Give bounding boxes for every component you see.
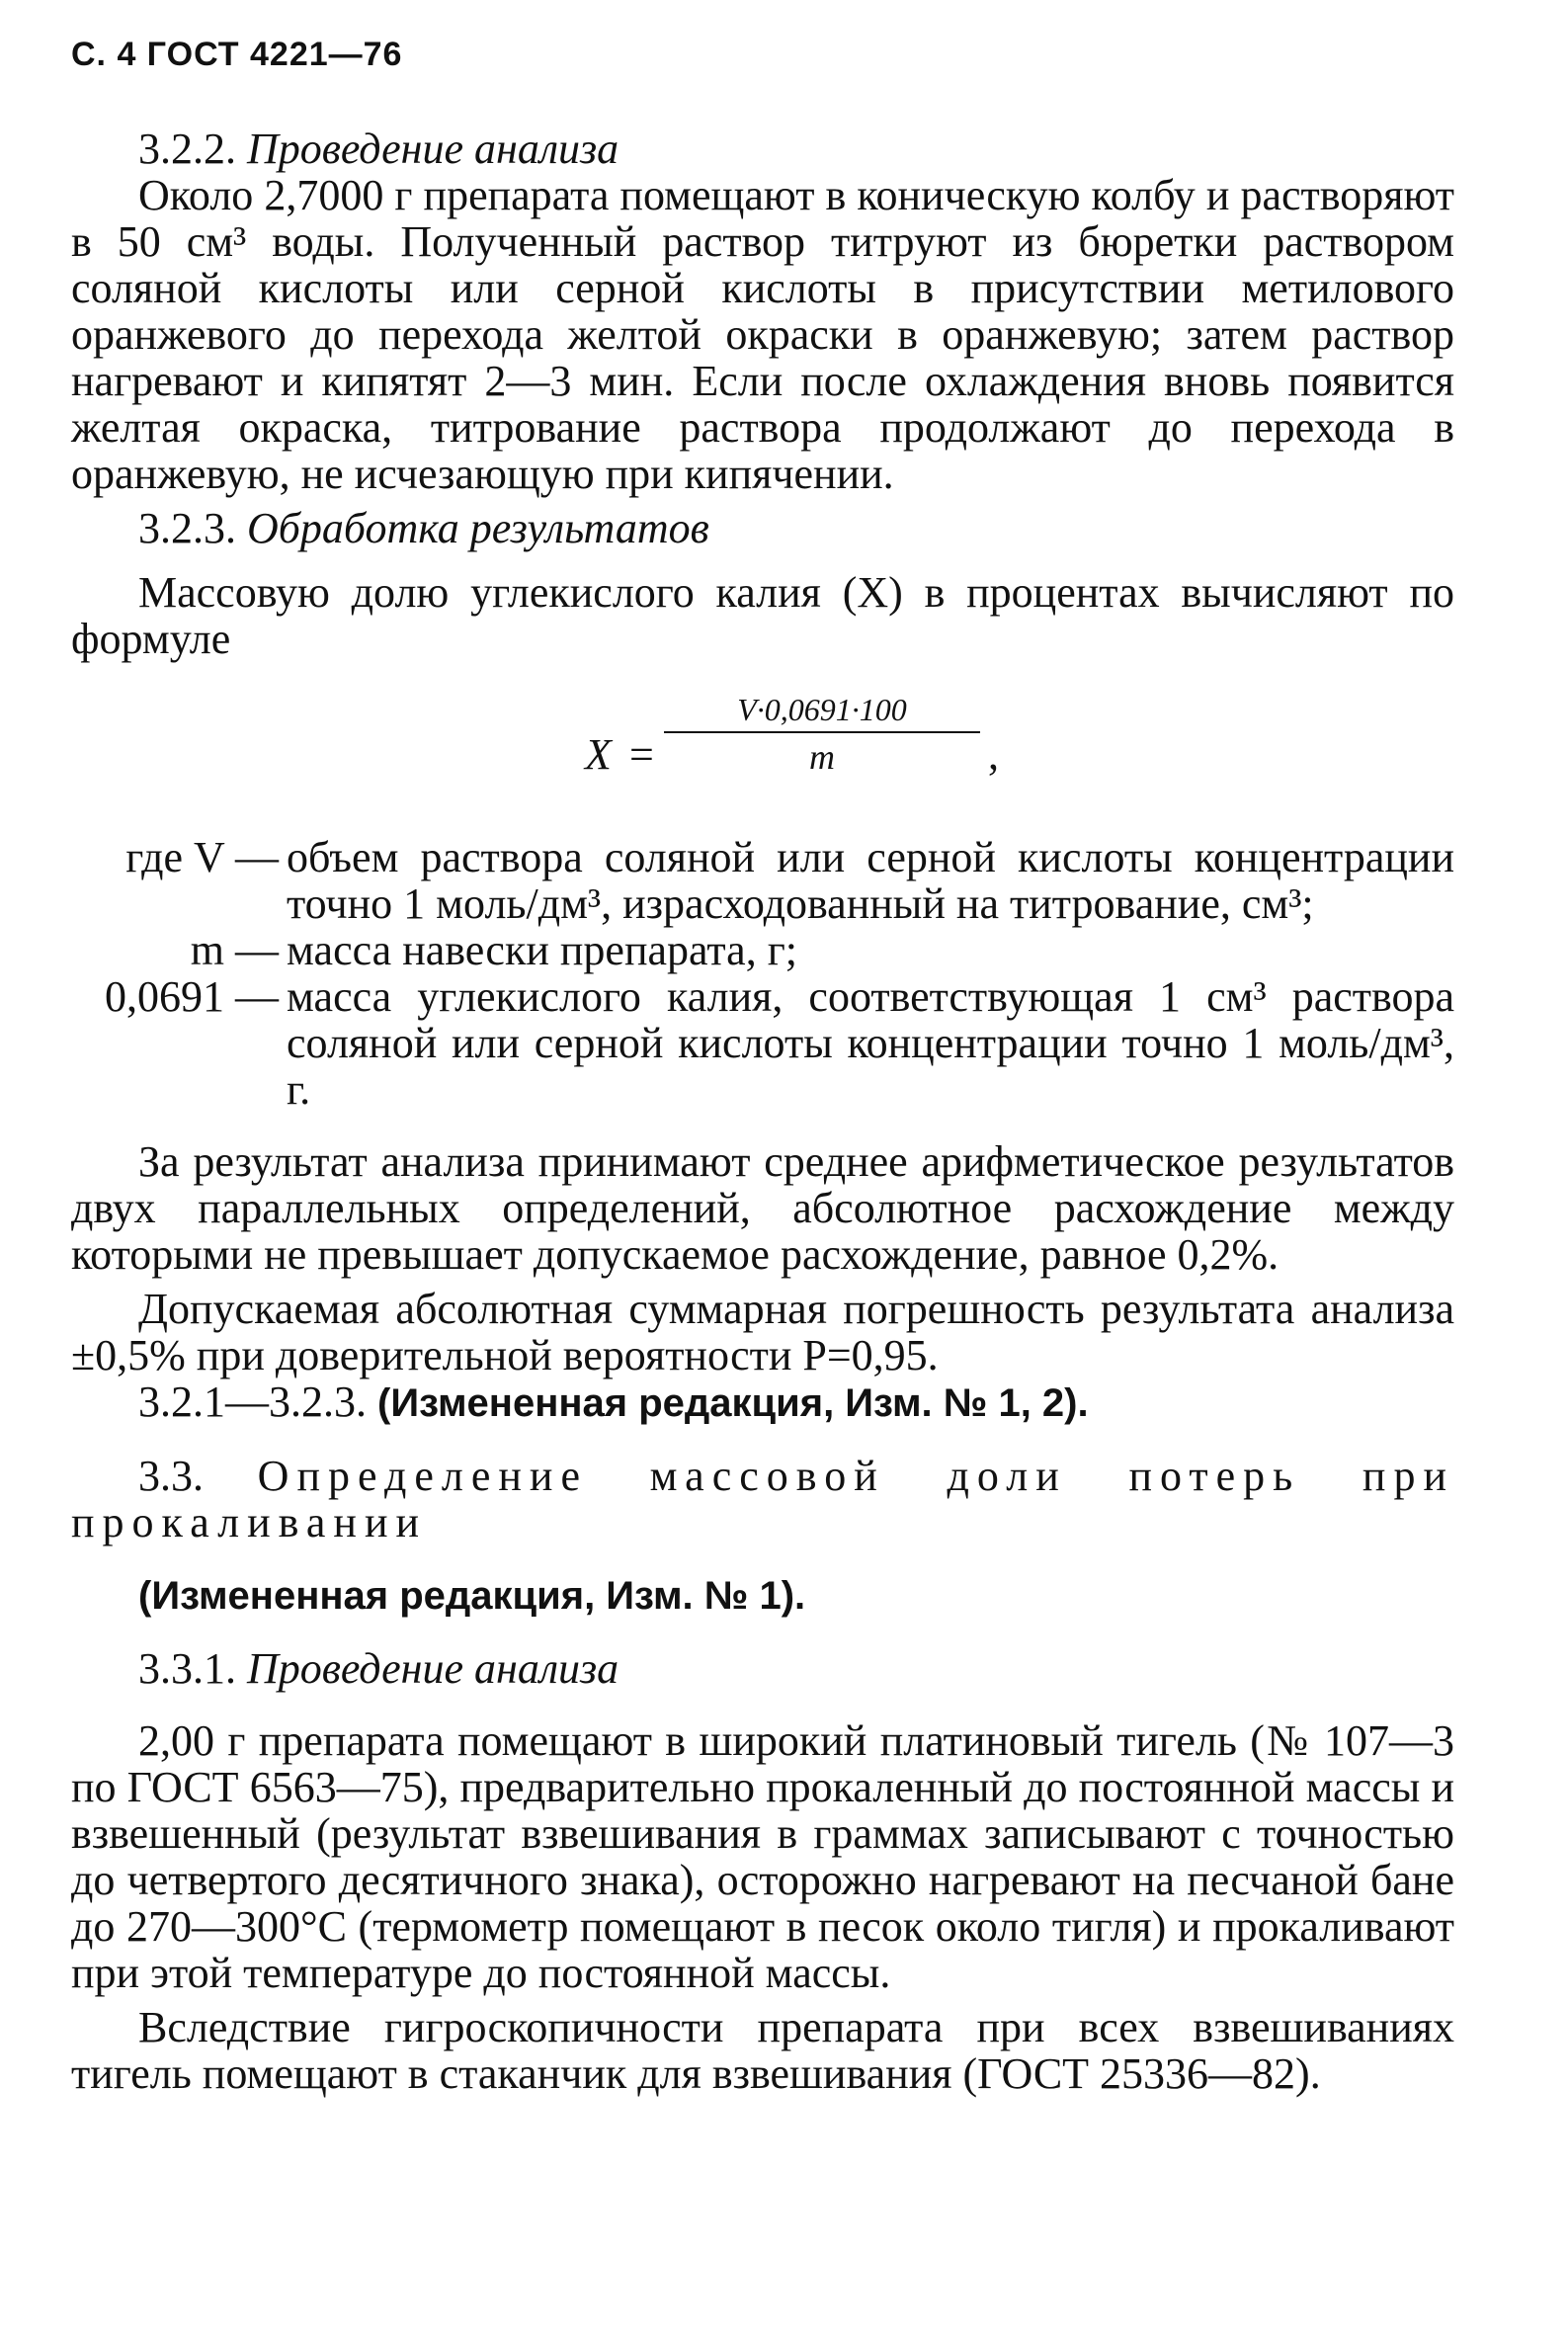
definition-row — [71, 927, 1454, 973]
section-3-3-1-heading — [71, 1645, 1454, 1692]
definition-row — [71, 973, 1454, 1113]
section-3-2-2-body: Около 2,7000 г препарата помещают в коническую колбу и растворяют в 50 см³ воды. Полученный раствор титруют из бюретки раствором соляной кислоты или серной кислоты в присутствии метилового оранжевого до перехода желтой окраски в оранжевую; затем раствор нагревают и кипятят 2—3 мин. Если после охлаждения вновь появится желтая окраска, титрование раствора продолжают до перехода в оранжевую, не исчезающую при кипячении. — [71, 171, 1454, 498]
section-3-2-3-heading — [71, 505, 1454, 551]
formula-equals: = — [629, 730, 654, 779]
section-number: 3.2.2. — [138, 125, 236, 173]
definition-row — [71, 834, 1454, 927]
definition-text: масса навески препарата, г; — [287, 926, 797, 974]
section-number: 3.3. — [138, 1452, 204, 1500]
result-paragraph: За результат анализа принимают среднее арифметическое результатов двух параллельных определений, абсолютное расхождение между которыми не превышает допускаемое расхождение, равное 0,2%. — [71, 1137, 1454, 1279]
definition-text: масса углекислого калия, соответствующая 1 см³ раствора соляной или серной кислоты концентрации точно 1 моль/дм³, г. — [287, 972, 1454, 1114]
formula-intro: Массовую долю углекислого калия (X) в процентах вычисляют по формуле — [71, 568, 1454, 663]
amendment-ref: 3.2.1—3.2.3. — [138, 1377, 367, 1426]
formula-fraction — [664, 690, 980, 777]
hygroscopic-note: Вследствие гигроскопичности препарата при всех взвешиваниях тигель помещают в стаканчик для взвешивания (ГОСТ 25336—82). — [71, 2003, 1454, 2098]
section-title: Проведение анализа — [247, 1644, 619, 1693]
section-3-3-heading — [71, 1453, 1454, 1545]
formula — [71, 690, 1454, 808]
section-title: Проведение анализа — [247, 125, 619, 173]
section-number: 3.2.3. — [138, 504, 236, 552]
amendment-text: (Измененная редакция, Изм. № 1, 2). — [377, 1381, 1089, 1425]
formula-numerator: V·0,0691·100 — [737, 692, 907, 727]
section-title: Обработка результатов — [247, 504, 709, 552]
definition-symbol: 0,0691 — — [105, 972, 279, 1021]
formula-comma: , — [988, 730, 999, 779]
procedure-paragraph: 2,00 г препарата помещают в широкий платиновый тигель (№ 107—3 по ГОСТ 6563—75), предварительно прокаленный до постоянной массы и взвешенный (результат взвешивания в граммах записывают с точностью до четвертого десятичного знака), осторожно нагревают на песчаной бане до 270—300°С (термометр помещают в песок около тигля) и прокаливают при этой температуре до постоянной массы. — [71, 1716, 1454, 1997]
formula-denominator: m — [809, 737, 835, 777]
document-page — [71, 36, 1454, 2097]
section-number: 3.3.1. — [138, 1644, 236, 1693]
variable-definitions — [71, 834, 1454, 1113]
formula-lhs: X — [585, 730, 612, 779]
error-paragraph: Допускаемая абсолютная суммарная погрешность результата анализа ±0,5% при доверительной вероятности P=0,95. — [71, 1285, 1454, 1379]
fraction-bar — [664, 731, 980, 733]
amendment-note — [71, 1378, 1454, 1427]
amendment-text: (Измененная редакция, Изм. № 1). — [138, 1574, 806, 1618]
definition-text: объем раствора соляной или серной кислоты концентрации точно 1 моль/дм³, израсходованный на титрование, см³; — [287, 833, 1454, 928]
section-3-2-2-heading — [71, 125, 1454, 172]
definition-symbol: m — — [190, 926, 279, 974]
section-title: Определение массовой доли потерь при прокаливании — [71, 1452, 1454, 1546]
definition-symbol: где V — — [125, 833, 279, 881]
amendment-note — [71, 1571, 1454, 1620]
page-header: С. 4 ГОСТ 4221—76 — [71, 36, 403, 73]
